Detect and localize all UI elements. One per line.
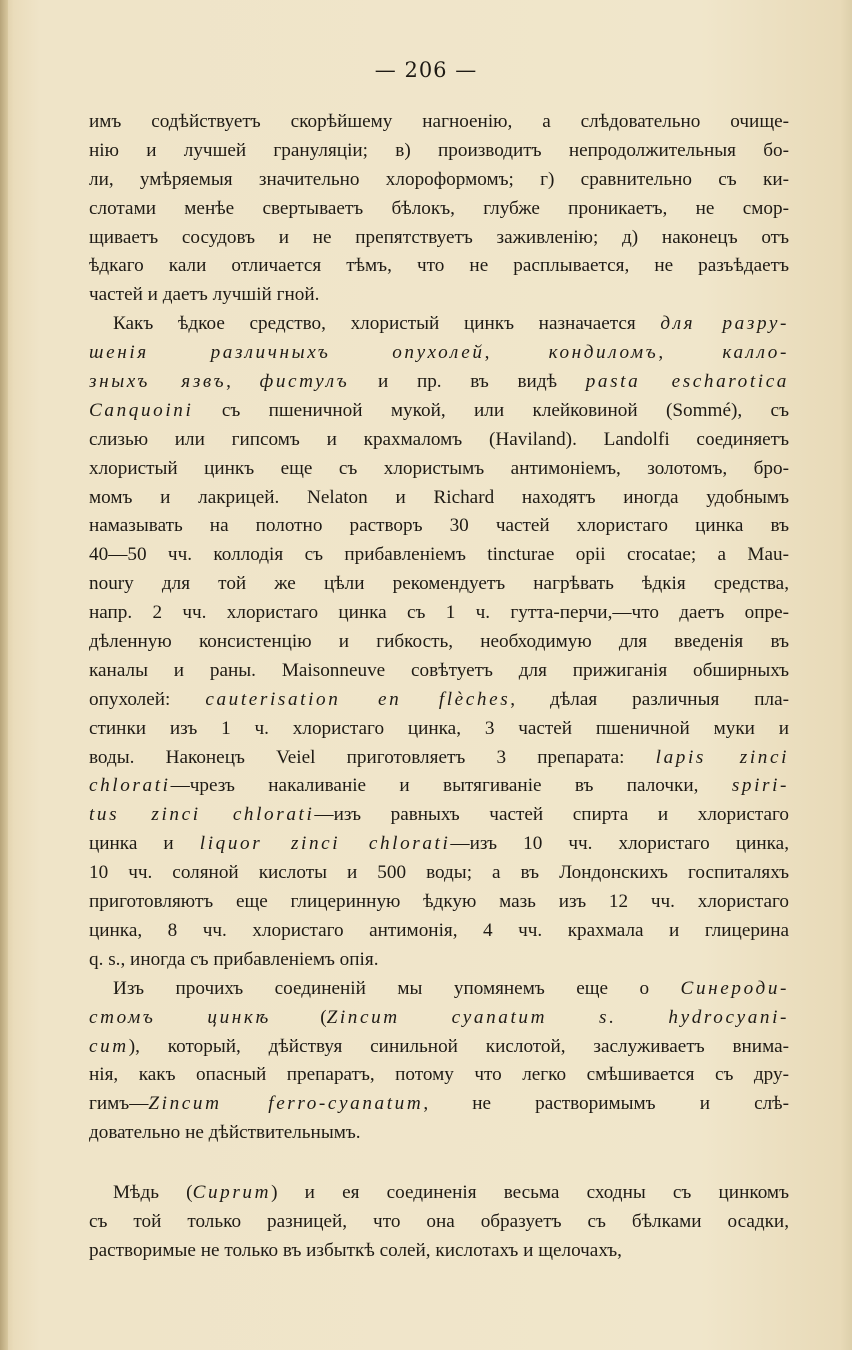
text-line: [89, 801, 789, 830]
text-run: слотами менѣе свертываетъ бѣлокъ, глубже проникаетъ, не смор-: [89, 197, 789, 219]
text-run: ,: [226, 371, 260, 393]
emphasized-term: фистулъ: [259, 371, 350, 393]
text-line: [89, 397, 789, 426]
text-line: [89, 1119, 789, 1148]
emphasized-term: Cuprum: [192, 1182, 272, 1204]
text-run: ) и ея соединенія весьма сходны съ цинкомъ: [271, 1182, 789, 1204]
text-line: [89, 975, 789, 1004]
emphasized-term: Zincum cyanatum s. hydrocyani-: [326, 1006, 789, 1028]
text-line: [89, 281, 789, 310]
paragraph-p4: [89, 1179, 789, 1266]
text-run: нію и лучшей грануляціи; в) производитъ непродолжительныя бо-: [89, 139, 789, 161]
text-run: Какъ ѣдкое средство, хлористый цинкъ назначается: [113, 313, 661, 335]
emphasized-term: Canquoini: [89, 399, 194, 421]
emphasized-term: liquor zinci chlorati: [199, 833, 451, 855]
text-run: ѣдкаго кали отличается тѣмъ, что не расплывается, не разъѣдаетъ: [89, 255, 789, 277]
text-run: съ той только разницей, что она образуетъ съ бѣлками осадки,: [89, 1210, 789, 1232]
text-line: [89, 628, 789, 657]
text-run: приготовляютъ еще глицеринную ѣдкую мазь изъ 12 чч. хлористаго: [89, 891, 789, 913]
emphasized-term: cum: [89, 1035, 129, 1057]
text-run: —чрезъ накаливаніе и вытягиваніе въ палочки,: [170, 775, 732, 797]
text-run: (: [270, 1006, 327, 1028]
emphasized-term: pasta escharotica: [585, 371, 789, 393]
text-run: noury для той же цѣли рекомендуетъ нагрѣвать ѣдкія средства,: [89, 573, 789, 595]
emphasized-term: стомъ цинкѣ: [89, 1006, 271, 1028]
emphasized-term: cauterisation en flèches: [205, 688, 511, 710]
text-line: [89, 252, 789, 281]
text-line: [89, 917, 789, 946]
text-run: Изъ прочихъ соединеній мы упомянемъ еще о: [113, 977, 681, 999]
paragraph-p3: [89, 975, 789, 1148]
text-line: [89, 744, 789, 773]
emphasized-term: калло-: [722, 342, 789, 364]
text-run: ,: [484, 342, 549, 364]
text-line: [89, 1090, 789, 1119]
text-run: и пр. въ видѣ: [349, 371, 586, 393]
emphasized-term: шенія различныхъ опухолей: [89, 342, 485, 364]
text-line: [89, 108, 789, 137]
text-run: съ пшеничной мукой, или клейковиной (Sommé), съ: [193, 399, 789, 421]
emphasized-term: зныхъ язвъ: [89, 371, 227, 393]
text-line: [89, 599, 789, 628]
text-line: [89, 1033, 789, 1062]
paragraph-gap: [89, 1148, 789, 1179]
text-line: [89, 657, 789, 686]
page-body-text: [89, 108, 789, 1266]
paragraph-p1: [89, 108, 789, 310]
emphasized-term: Zincum ferro-cyanatum: [148, 1093, 424, 1115]
text-line: [89, 224, 789, 253]
text-run: гимъ—: [89, 1093, 149, 1115]
emphasized-term: spiri-: [731, 775, 789, 797]
text-line: [89, 686, 789, 715]
text-run: стинки изъ 1 ч. хлористаго цинка, 3 частей пшеничной муки и: [89, 717, 789, 739]
text-run: дѣленную консистенцію и гибкость, необходимую для введенія въ: [89, 631, 789, 653]
emphasized-term: lapis zinci: [655, 746, 789, 768]
text-run: частей и даетъ лучшій гной.: [89, 284, 320, 306]
text-line: [89, 859, 789, 888]
emphasized-term: chlorati: [89, 775, 171, 797]
text-line: [89, 310, 789, 339]
text-line: [89, 570, 789, 599]
text-line: [89, 166, 789, 195]
text-run: цинка и: [89, 833, 200, 855]
text-line: [89, 368, 789, 397]
text-run: —изъ 10 чч. хлористаго цинка,: [450, 833, 789, 855]
text-run: напр. 2 чч. хлористаго цинка съ 1 ч. гутта-перчи,—что даетъ опре-: [89, 602, 789, 624]
text-run: момъ и лакрицей. Nelaton и Richard находятъ иногда удобнымъ: [89, 486, 789, 508]
text-run: хлористый цинкъ еще съ хлористымъ антимоніемъ, золотомъ, бро-: [89, 457, 789, 479]
text-run: опухолей:: [89, 688, 206, 710]
text-line: [89, 195, 789, 224]
text-run: имъ содѣйствуетъ скорѣйшему нагноенію, а слѣдовательно очище-: [89, 111, 789, 132]
text-run: , дѣлая различныя пла-: [510, 688, 789, 710]
text-line: [89, 512, 789, 541]
emphasized-term: Синероди-: [680, 977, 789, 999]
text-line: [89, 541, 789, 570]
text-line: [89, 888, 789, 917]
text-run: —изъ равныхъ частей спирта и хлористаго: [314, 804, 789, 826]
text-run: 10 чч. соляной кислоты и 500 воды; а въ Лондонскихъ госпиталяхъ: [89, 862, 789, 884]
text-run: щиваетъ сосудовъ и не препятствуетъ заживленію; д) наконецъ отъ: [89, 226, 789, 248]
text-run: воды. Наконецъ Veiel приготовляетъ 3 препарата:: [89, 746, 656, 768]
text-run: Мѣдь (: [113, 1182, 193, 1204]
paragraph-p2: [89, 310, 789, 974]
text-line: [89, 137, 789, 166]
text-line: [89, 484, 789, 513]
emphasized-term: для разру-: [660, 313, 789, 335]
emphasized-term: tus zinci chlorati: [89, 804, 315, 826]
text-line: [89, 426, 789, 455]
text-line: [89, 1208, 789, 1237]
text-line: [89, 830, 789, 859]
page-binding-edge: [0, 0, 8, 1350]
emphasized-term: кондиломъ: [548, 342, 659, 364]
text-run: каналы и раны. Maisonneuve совѣтуетъ для прижиганія обширныхъ: [89, 659, 789, 681]
text-run: слизью или гипсомъ и крахмаломъ (Haviland). Landolfi соединяетъ: [89, 428, 789, 450]
text-run: q. s., иногда съ прибавленіемъ опія.: [89, 948, 379, 970]
text-run: намазывать на полотно растворъ 30 частей хлористаго цинка въ: [89, 515, 789, 537]
text-line: [89, 339, 789, 368]
text-run: растворимые не только въ избыткѣ солей, кислотахъ и щелочахъ,: [89, 1239, 622, 1261]
text-line: [89, 1004, 789, 1033]
text-run: ), который, дѣйствуя синильной кислотой, заслуживаетъ внима-: [128, 1035, 789, 1057]
text-line: [89, 1061, 789, 1090]
text-run: нія, какъ опасный препаратъ, потому что легко смѣшивается съ дру-: [89, 1064, 789, 1086]
text-run: 40—50 чч. коллодія съ прибавленіемъ tincturae opii crocatae; а Mau-: [89, 544, 789, 566]
text-run: довательно не дѣйствительнымъ.: [89, 1122, 361, 1144]
text-run: ,: [658, 342, 723, 364]
page-number: — 206 —: [374, 58, 478, 82]
text-run: цинка, 8 чч. хлористаго антимонія, 4 чч. крахмала и глицерина: [89, 919, 789, 941]
text-run: , не растворимымъ и слѣ-: [423, 1093, 789, 1115]
text-line: [89, 946, 789, 975]
text-line: [89, 772, 789, 801]
text-run: ли, умѣряемыя значительно хлороформомъ; г) сравнительно съ ки-: [89, 168, 789, 190]
text-line: [89, 715, 789, 744]
text-line: [89, 455, 789, 484]
text-line: [89, 1179, 789, 1208]
text-line: [89, 1237, 789, 1266]
